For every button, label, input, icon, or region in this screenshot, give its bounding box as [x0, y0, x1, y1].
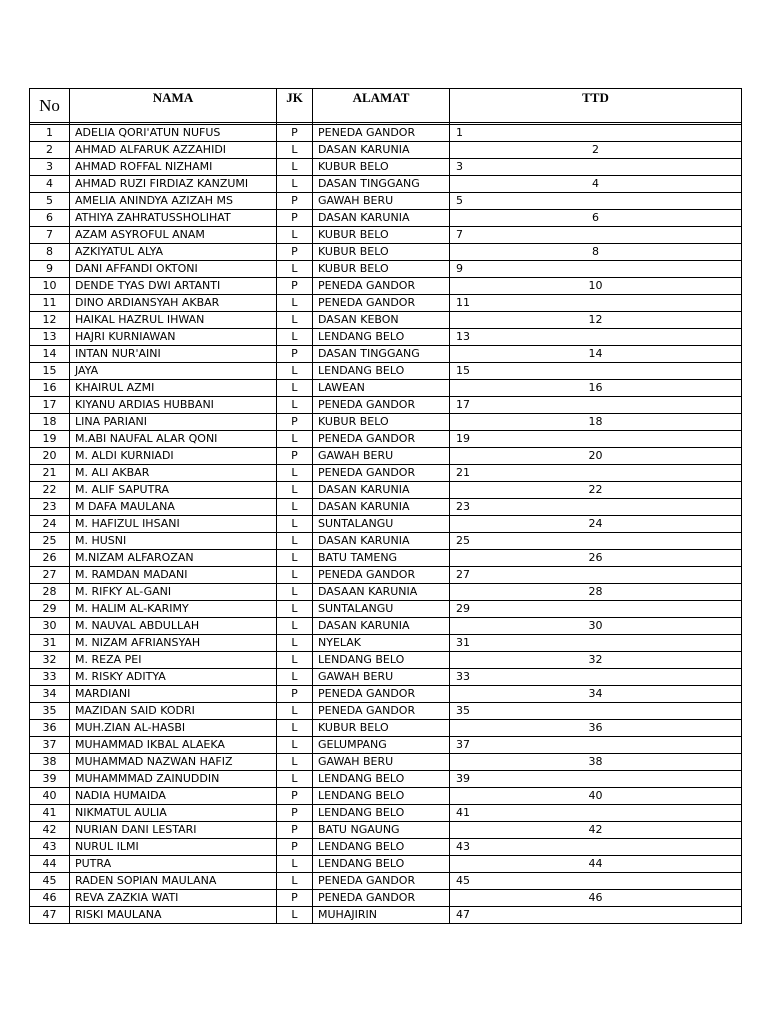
row-alamat: KUBUR BELO	[313, 227, 450, 244]
row-alamat: BATU NGAUNG	[313, 822, 450, 839]
table-row	[30, 244, 742, 261]
row-jk: L	[277, 329, 313, 346]
table-row	[30, 805, 742, 822]
row-ttd: 20	[450, 448, 742, 465]
row-ttd: 14	[450, 346, 742, 363]
table-row	[30, 839, 742, 856]
row-alamat: LENDANG BELO	[313, 839, 450, 856]
row-no: 31	[30, 635, 70, 652]
row-ttd: 15	[450, 363, 742, 380]
row-alamat: KUBUR BELO	[313, 244, 450, 261]
row-nama: M. RAMDAN MADANI	[70, 567, 277, 584]
row-alamat: KUBUR BELO	[313, 159, 450, 176]
row-jk: L	[277, 431, 313, 448]
row-nama: MAZIDAN SAID KODRI	[70, 703, 277, 720]
row-nama: KHAIRUL AZMI	[70, 380, 277, 397]
row-alamat: KUBUR BELO	[313, 720, 450, 737]
row-no: 2	[30, 142, 70, 159]
row-ttd: 19	[450, 431, 742, 448]
header-ttd: TTD	[450, 89, 742, 123]
row-nama: HAJRI KURNIAWAN	[70, 329, 277, 346]
row-nama: M.ABI NAUFAL ALAR QONI	[70, 431, 277, 448]
table-row	[30, 873, 742, 890]
row-ttd: 43	[450, 839, 742, 856]
row-jk: P	[277, 414, 313, 431]
row-jk: P	[277, 839, 313, 856]
row-ttd: 8	[450, 244, 742, 261]
row-alamat: PENEDA GANDOR	[313, 465, 450, 482]
row-nama: MUHAMMMAD ZAINUDDIN	[70, 771, 277, 788]
row-no: 46	[30, 890, 70, 907]
row-jk: L	[277, 533, 313, 550]
table-row	[30, 737, 742, 754]
row-jk: L	[277, 703, 313, 720]
header-no: No	[30, 89, 70, 123]
row-jk: L	[277, 771, 313, 788]
row-no: 1	[30, 125, 70, 142]
row-no: 33	[30, 669, 70, 686]
row-jk: L	[277, 635, 313, 652]
row-ttd: 26	[450, 550, 742, 567]
row-alamat: SUNTALANGU	[313, 516, 450, 533]
row-no: 38	[30, 754, 70, 771]
row-nama: M. NAUVAL ABDULLAH	[70, 618, 277, 635]
row-no: 45	[30, 873, 70, 890]
row-alamat: PENEDA GANDOR	[313, 397, 450, 414]
row-ttd: 16	[450, 380, 742, 397]
table-row	[30, 788, 742, 805]
row-no: 15	[30, 363, 70, 380]
table-header	[30, 89, 742, 123]
row-alamat: LENDANG BELO	[313, 771, 450, 788]
table-row	[30, 295, 742, 312]
row-jk: L	[277, 397, 313, 414]
row-ttd: 24	[450, 516, 742, 533]
row-nama: M. NIZAM AFRIANSYAH	[70, 635, 277, 652]
row-jk: L	[277, 754, 313, 771]
table-row	[30, 703, 742, 720]
row-alamat: BATU TAMENG	[313, 550, 450, 567]
row-jk: L	[277, 227, 313, 244]
row-nama: ADELIA QORI'ATUN NUFUS	[70, 125, 277, 142]
row-jk: L	[277, 363, 313, 380]
table-row	[30, 431, 742, 448]
row-nama: M DAFA MAULANA	[70, 499, 277, 516]
table-row	[30, 227, 742, 244]
row-nama: M. HAFIZUL IHSANI	[70, 516, 277, 533]
row-nama: M. ALDI KURNIADI	[70, 448, 277, 465]
table-body	[30, 123, 742, 924]
row-ttd: 2	[450, 142, 742, 159]
row-ttd: 25	[450, 533, 742, 550]
row-alamat: LENDANG BELO	[313, 788, 450, 805]
row-nama: REVA ZAZKIA WATI	[70, 890, 277, 907]
table-row	[30, 142, 742, 159]
row-ttd: 17	[450, 397, 742, 414]
row-alamat: PENEDA GANDOR	[313, 431, 450, 448]
row-no: 34	[30, 686, 70, 703]
row-no: 11	[30, 295, 70, 312]
row-ttd: 5	[450, 193, 742, 210]
row-alamat: LAWEAN	[313, 380, 450, 397]
row-nama: AHMAD ALFARUK AZZAHIDI	[70, 142, 277, 159]
table-row	[30, 346, 742, 363]
table-row	[30, 584, 742, 601]
row-alamat: DASAN KARUNIA	[313, 210, 450, 227]
row-jk: L	[277, 516, 313, 533]
row-alamat: PENEDA GANDOR	[313, 686, 450, 703]
row-ttd: 28	[450, 584, 742, 601]
header-alamat: ALAMAT	[313, 89, 450, 123]
row-alamat: LENDANG BELO	[313, 363, 450, 380]
row-no: 14	[30, 346, 70, 363]
row-nama: AZAM ASYROFUL ANAM	[70, 227, 277, 244]
row-no: 20	[30, 448, 70, 465]
row-nama: M. RISKY ADITYA	[70, 669, 277, 686]
row-alamat: DASAN KARUNIA	[313, 482, 450, 499]
row-no: 22	[30, 482, 70, 499]
row-alamat: DASAN KARUNIA	[313, 618, 450, 635]
row-no: 19	[30, 431, 70, 448]
row-nama: NADIA HUMAIDA	[70, 788, 277, 805]
row-no: 28	[30, 584, 70, 601]
row-nama: M. REZA PEI	[70, 652, 277, 669]
row-ttd: 35	[450, 703, 742, 720]
row-jk: L	[277, 482, 313, 499]
row-nama: MUHAMMAD NAZWAN HAFIZ	[70, 754, 277, 771]
row-no: 18	[30, 414, 70, 431]
row-alamat: PENEDA GANDOR	[313, 703, 450, 720]
row-no: 7	[30, 227, 70, 244]
row-no: 4	[30, 176, 70, 193]
row-jk: L	[277, 584, 313, 601]
row-ttd: 13	[450, 329, 742, 346]
row-jk: L	[277, 142, 313, 159]
table-row	[30, 618, 742, 635]
row-jk: L	[277, 856, 313, 873]
row-nama: RISKI MAULANA	[70, 907, 277, 924]
row-nama: INTAN NUR'AINI	[70, 346, 277, 363]
table-row	[30, 414, 742, 431]
row-ttd: 4	[450, 176, 742, 193]
table-row	[30, 550, 742, 567]
row-ttd: 32	[450, 652, 742, 669]
row-alamat: DASAAN KARUNIA	[313, 584, 450, 601]
row-ttd: 39	[450, 771, 742, 788]
row-jk: L	[277, 618, 313, 635]
row-no: 10	[30, 278, 70, 295]
table-row	[30, 210, 742, 227]
row-alamat: NYELAK	[313, 635, 450, 652]
row-no: 44	[30, 856, 70, 873]
row-jk: L	[277, 737, 313, 754]
table-row	[30, 159, 742, 176]
table-row	[30, 176, 742, 193]
row-no: 41	[30, 805, 70, 822]
table-row	[30, 686, 742, 703]
table-row	[30, 397, 742, 414]
row-no: 21	[30, 465, 70, 482]
row-nama: M. HALIM AL-KARIMY	[70, 601, 277, 618]
row-no: 42	[30, 822, 70, 839]
row-jk: P	[277, 346, 313, 363]
row-no: 6	[30, 210, 70, 227]
row-nama: AZKIYATUL ALYA	[70, 244, 277, 261]
row-nama: LINA PARIANI	[70, 414, 277, 431]
row-ttd: 37	[450, 737, 742, 754]
header-jk: JK	[277, 89, 313, 123]
row-nama: AHMAD RUZI FIRDIAZ KANZUMI	[70, 176, 277, 193]
row-no: 32	[30, 652, 70, 669]
row-no: 25	[30, 533, 70, 550]
row-ttd: 45	[450, 873, 742, 890]
header-nama: NAMA	[70, 89, 277, 123]
row-nama: MUHAMMAD IKBAL ALAEKA	[70, 737, 277, 754]
row-no: 3	[30, 159, 70, 176]
row-no: 40	[30, 788, 70, 805]
row-nama: DINO ARDIANSYAH AKBAR	[70, 295, 277, 312]
row-jk: P	[277, 822, 313, 839]
table-row	[30, 448, 742, 465]
row-nama: MUH.ZIAN AL-HASBI	[70, 720, 277, 737]
table-row	[30, 125, 742, 142]
row-nama: M. RIFKY AL-GANI	[70, 584, 277, 601]
row-nama: JAYA	[70, 363, 277, 380]
row-jk: P	[277, 125, 313, 142]
row-ttd: 30	[450, 618, 742, 635]
row-ttd: 34	[450, 686, 742, 703]
row-no: 37	[30, 737, 70, 754]
row-ttd: 41	[450, 805, 742, 822]
row-alamat: LENDANG BELO	[313, 329, 450, 346]
row-ttd: 18	[450, 414, 742, 431]
table-row	[30, 193, 742, 210]
row-alamat: GELUMPANG	[313, 737, 450, 754]
table-row	[30, 669, 742, 686]
row-jk: L	[277, 261, 313, 278]
row-ttd: 38	[450, 754, 742, 771]
row-alamat: PENEDA GANDOR	[313, 567, 450, 584]
row-ttd: 23	[450, 499, 742, 516]
row-jk: L	[277, 907, 313, 924]
row-nama: HAIKAL HAZRUL IHWAN	[70, 312, 277, 329]
row-ttd: 11	[450, 295, 742, 312]
row-alamat: GAWAH BERU	[313, 193, 450, 210]
table-row	[30, 533, 742, 550]
row-no: 47	[30, 907, 70, 924]
row-alamat: SUNTALANGU	[313, 601, 450, 618]
row-nama: M. HUSNI	[70, 533, 277, 550]
row-nama: RADEN SOPIAN MAULANA	[70, 873, 277, 890]
row-ttd: 36	[450, 720, 742, 737]
table-row	[30, 567, 742, 584]
row-no: 12	[30, 312, 70, 329]
row-alamat: DASAN KARUNIA	[313, 499, 450, 516]
row-ttd: 7	[450, 227, 742, 244]
row-ttd: 42	[450, 822, 742, 839]
row-ttd: 12	[450, 312, 742, 329]
table-row	[30, 482, 742, 499]
row-nama: DANI AFFANDI OKTONI	[70, 261, 277, 278]
row-nama: M. ALI AKBAR	[70, 465, 277, 482]
row-nama: AMELIA ANINDYA AZIZAH MS	[70, 193, 277, 210]
row-alamat: DASAN KEBON	[313, 312, 450, 329]
row-jk: L	[277, 295, 313, 312]
row-nama: MARDIANI	[70, 686, 277, 703]
header-row	[30, 89, 742, 123]
row-no: 8	[30, 244, 70, 261]
row-alamat: KUBUR BELO	[313, 414, 450, 431]
row-nama: AHMAD ROFFAL NIZHAMI	[70, 159, 277, 176]
row-alamat: PENEDA GANDOR	[313, 890, 450, 907]
table-row	[30, 363, 742, 380]
row-ttd: 10	[450, 278, 742, 295]
row-alamat: GAWAH BERU	[313, 669, 450, 686]
row-jk: L	[277, 550, 313, 567]
row-jk: P	[277, 805, 313, 822]
row-ttd: 47	[450, 907, 742, 924]
row-ttd: 46	[450, 890, 742, 907]
row-no: 9	[30, 261, 70, 278]
row-ttd: 33	[450, 669, 742, 686]
row-no: 5	[30, 193, 70, 210]
table-row	[30, 635, 742, 652]
row-ttd: 1	[450, 125, 742, 142]
row-no: 36	[30, 720, 70, 737]
row-alamat: LENDANG BELO	[313, 652, 450, 669]
table-row	[30, 856, 742, 873]
row-jk: L	[277, 312, 313, 329]
row-alamat: PENEDA GANDOR	[313, 125, 450, 142]
row-jk: P	[277, 244, 313, 261]
table-row	[30, 261, 742, 278]
row-no: 26	[30, 550, 70, 567]
row-jk: L	[277, 176, 313, 193]
row-no: 23	[30, 499, 70, 516]
row-nama: ATHIYA ZAHRATUSSHOLIHAT	[70, 210, 277, 227]
table-row	[30, 601, 742, 618]
row-nama: KIYANU ARDIAS HUBBANI	[70, 397, 277, 414]
row-ttd: 21	[450, 465, 742, 482]
row-jk: L	[277, 652, 313, 669]
row-ttd: 31	[450, 635, 742, 652]
row-jk: L	[277, 601, 313, 618]
row-jk: P	[277, 788, 313, 805]
row-ttd: 29	[450, 601, 742, 618]
row-nama: NURIAN DANI LESTARI	[70, 822, 277, 839]
row-alamat: PENEDA GANDOR	[313, 278, 450, 295]
row-ttd: 9	[450, 261, 742, 278]
row-no: 17	[30, 397, 70, 414]
row-ttd: 3	[450, 159, 742, 176]
row-jk: P	[277, 448, 313, 465]
row-jk: P	[277, 210, 313, 227]
table-row	[30, 499, 742, 516]
row-jk: L	[277, 499, 313, 516]
table-row	[30, 754, 742, 771]
table-row	[30, 380, 742, 397]
row-alamat: DASAN KARUNIA	[313, 533, 450, 550]
row-nama: DENDE TYAS DWI ARTANTI	[70, 278, 277, 295]
row-no: 27	[30, 567, 70, 584]
row-jk: P	[277, 890, 313, 907]
row-alamat: LENDANG BELO	[313, 805, 450, 822]
table-row	[30, 312, 742, 329]
row-jk: L	[277, 873, 313, 890]
row-alamat: LENDANG BELO	[313, 856, 450, 873]
row-jk: P	[277, 278, 313, 295]
row-alamat: PENEDA GANDOR	[313, 873, 450, 890]
row-jk: L	[277, 567, 313, 584]
row-no: 29	[30, 601, 70, 618]
row-ttd: 40	[450, 788, 742, 805]
row-ttd: 27	[450, 567, 742, 584]
row-no: 35	[30, 703, 70, 720]
table-row	[30, 329, 742, 346]
table-row	[30, 822, 742, 839]
table-row	[30, 907, 742, 924]
row-nama: PUTRA	[70, 856, 277, 873]
table-row	[30, 652, 742, 669]
attendance-table	[29, 88, 742, 924]
table-row	[30, 278, 742, 295]
row-alamat: KUBUR BELO	[313, 261, 450, 278]
row-no: 43	[30, 839, 70, 856]
row-alamat: DASAN TINGGANG	[313, 176, 450, 193]
table-row	[30, 516, 742, 533]
row-nama: NIKMATUL AULIA	[70, 805, 277, 822]
row-alamat: GAWAH BERU	[313, 754, 450, 771]
row-no: 39	[30, 771, 70, 788]
row-nama: NURUL ILMI	[70, 839, 277, 856]
row-ttd: 44	[450, 856, 742, 873]
row-no: 24	[30, 516, 70, 533]
row-jk: L	[277, 465, 313, 482]
row-jk: P	[277, 686, 313, 703]
row-no: 13	[30, 329, 70, 346]
table-row	[30, 465, 742, 482]
table-row	[30, 890, 742, 907]
row-no: 30	[30, 618, 70, 635]
row-no: 16	[30, 380, 70, 397]
row-alamat: DASAN KARUNIA	[313, 142, 450, 159]
row-alamat: PENEDA GANDOR	[313, 295, 450, 312]
row-jk: P	[277, 193, 313, 210]
row-jk: L	[277, 380, 313, 397]
row-alamat: MUHAJIRIN	[313, 907, 450, 924]
row-jk: L	[277, 159, 313, 176]
table-row	[30, 720, 742, 737]
row-nama: M.NIZAM ALFAROZAN	[70, 550, 277, 567]
row-jk: L	[277, 720, 313, 737]
row-ttd: 6	[450, 210, 742, 227]
row-jk: L	[277, 669, 313, 686]
row-alamat: DASAN TINGGANG	[313, 346, 450, 363]
row-ttd: 22	[450, 482, 742, 499]
row-nama: M. ALIF SAPUTRA	[70, 482, 277, 499]
table-row	[30, 771, 742, 788]
row-alamat: GAWAH BERU	[313, 448, 450, 465]
